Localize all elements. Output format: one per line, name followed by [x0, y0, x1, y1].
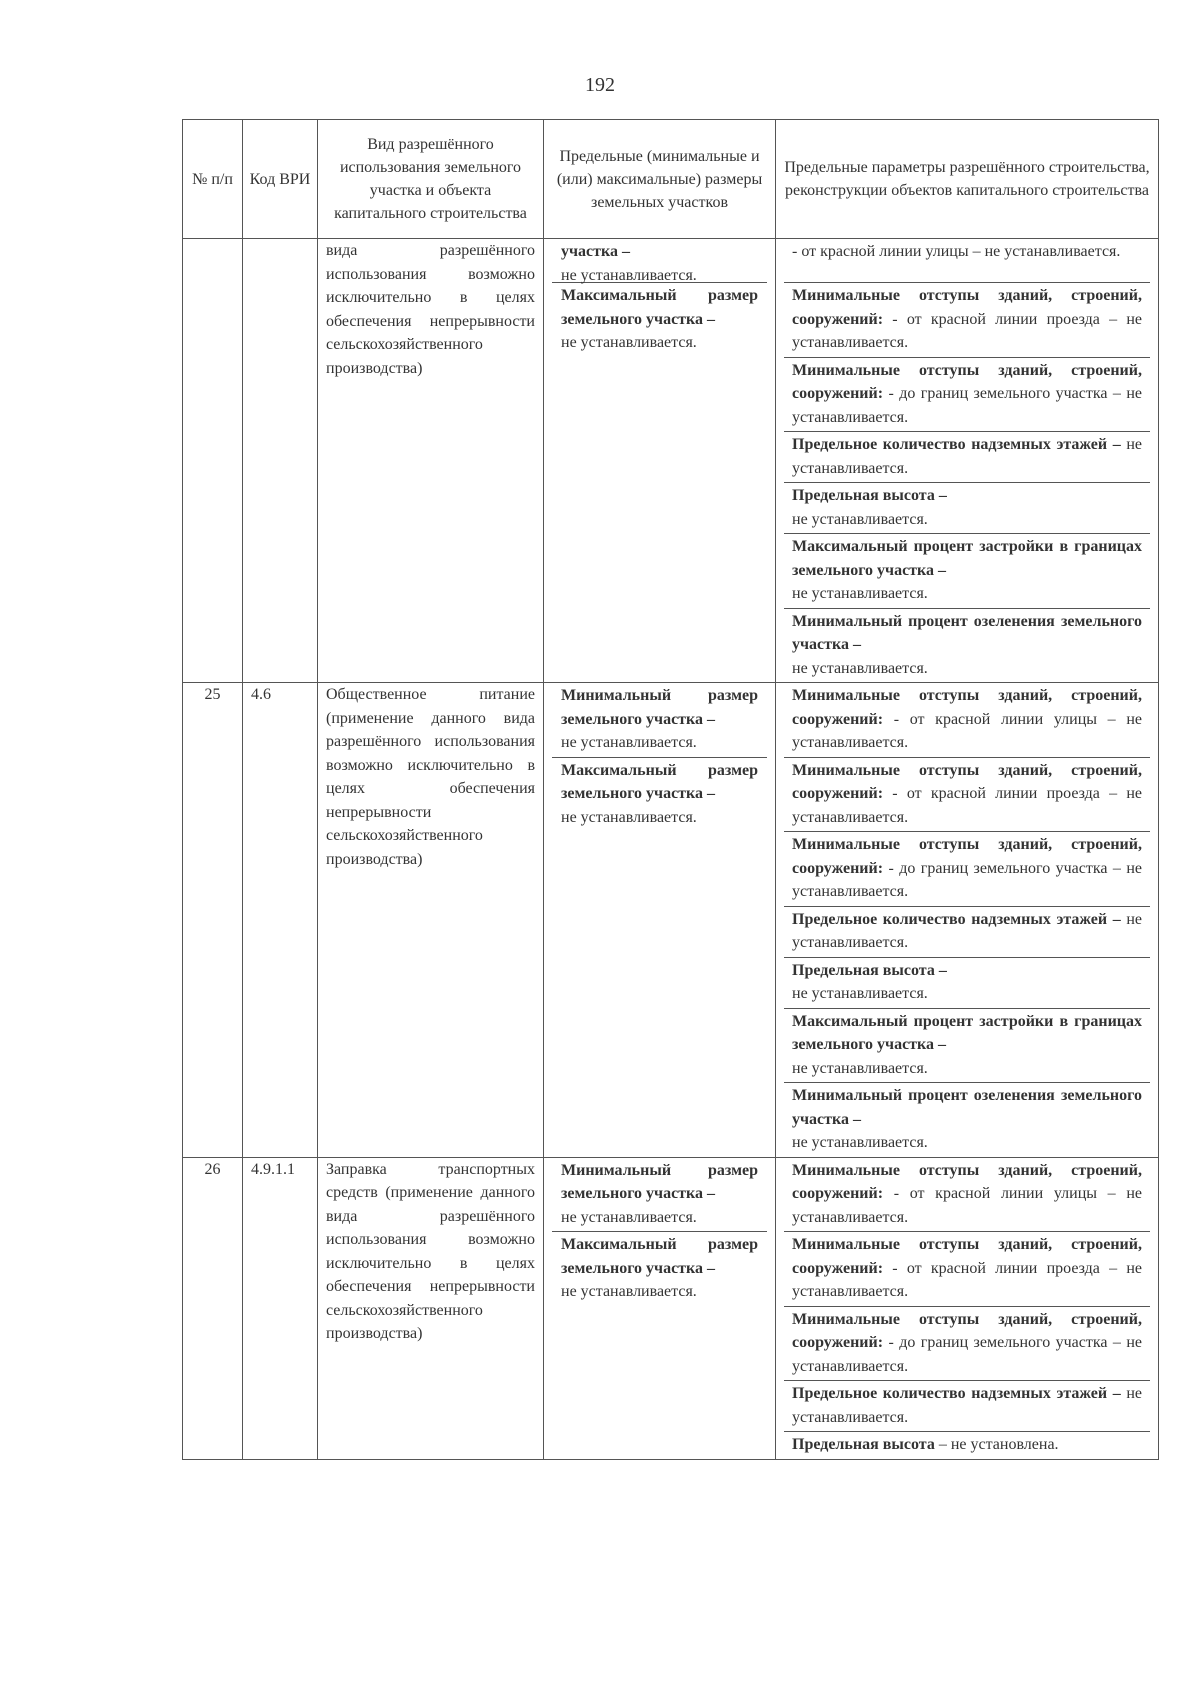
param-text: не устанавливается.: [792, 985, 928, 1002]
param-text: не устанавливается.: [792, 510, 928, 528]
header-size: Предельные (минимальные и (или) максимальные) размеры земельных участков: [544, 120, 776, 239]
param-label: Максимальный процент застройки в границах земельного участка –: [792, 538, 1142, 579]
param-label: Предельное количество надземных этажей –: [792, 910, 1121, 928]
param-text: - до границ земельного участка – не устанавливается.: [792, 859, 1143, 900]
param-text: - до границ земельного участка – не устанавливается.: [792, 385, 1143, 426]
header-params: Предельные параметры разрешённого строительства, реконструкции объектов капитального строительства: [776, 120, 1159, 239]
row-size: [544, 239, 776, 683]
param-green-percent: [784, 1082, 1150, 1157]
param-red-line-street: [784, 239, 1150, 282]
param-text: - от красной линии улицы – не устанавливается.: [792, 1185, 1143, 1226]
param-label: Минимальные отступы зданий, строений, сооружений:: [792, 287, 1142, 328]
row-params: [776, 1157, 1159, 1459]
row-type-text: Общественное питание (применение данного вида разрешённого использования возможно исключительно в целях обеспечения непрерывности сельскохозяйственного производства): [326, 686, 535, 868]
row-params: [776, 683, 1159, 1158]
header-num: № п/п: [183, 120, 243, 239]
param-label: Минимальные отступы зданий, строений, сооружений:: [792, 1161, 1142, 1202]
param-build-percent: [784, 533, 1150, 608]
size-max-label: Максимальный размер земельного участка –: [561, 287, 758, 328]
row-code: 4.6: [243, 683, 318, 1158]
param-text: не устанавливается.: [792, 910, 1143, 951]
param-label: Минимальный процент озеленения земельного участка –: [792, 1087, 1142, 1128]
param-height: [784, 1431, 1150, 1459]
row-code: 4.9.1.1: [243, 1157, 318, 1459]
size-min-value: не устанавливается.: [561, 734, 697, 751]
param-label: Предельное количество надземных этажей –: [792, 436, 1121, 453]
row-type: [318, 239, 544, 683]
table-row: [183, 1157, 1159, 1459]
param-text: - от красной линии проезда – не устанавливается.: [792, 310, 1143, 351]
param-height: [784, 957, 1150, 1008]
param-text: - до границ земельного участка – не устанавливается.: [792, 1334, 1143, 1375]
row-num: [183, 239, 243, 683]
param-label: Минимальные отступы зданий, строений, сооружений:: [792, 1236, 1142, 1277]
param-text: не устанавливается.: [792, 659, 928, 677]
param-text: не устанавливается.: [792, 436, 1143, 477]
param-build-percent: [784, 1008, 1150, 1083]
param-label: Минимальные отступы зданий, строений, сооружений:: [792, 361, 1142, 402]
size-max-label: Максимальный размер земельного участка –: [561, 1236, 758, 1277]
size-max: [552, 1231, 767, 1306]
row-type: [318, 1157, 544, 1459]
size-max-label: Максимальный размер земельного участка –: [561, 761, 758, 802]
row-type-text: Заправка транспортных средств (применение данного вида разрешённого использования возможно исключительно в целях обеспечения непрерывности сельскохозяйственного производства): [326, 1160, 535, 1342]
row-params: [776, 239, 1159, 683]
size-max-value: не устанавливается.: [561, 1283, 697, 1300]
param-red-line-passage: [784, 757, 1150, 832]
param-text: - от красной линии проезда – не устанавливается.: [792, 785, 1143, 826]
size-min-value: не устанавливается.: [561, 266, 697, 284]
size-max-value: не устанавливается.: [561, 334, 697, 351]
param-text: – не установлена.: [938, 1436, 1059, 1453]
param-red-line-passage: [784, 1231, 1150, 1306]
size-min: [552, 683, 767, 757]
param-plot-border: [784, 357, 1150, 432]
row-num: 26: [183, 1157, 243, 1459]
param-red-line-passage: [784, 282, 1150, 357]
table-row: [183, 239, 1159, 683]
size-max: [552, 757, 767, 832]
param-label: Предельное количество надземных этажей –: [792, 1385, 1121, 1402]
param-text: не устанавливается.: [792, 1059, 928, 1077]
param-green-percent: [784, 608, 1150, 683]
param-label: Предельная высота –: [792, 487, 947, 504]
param-label: Минимальный процент озеленения земельного участка –: [792, 612, 1142, 653]
param-label: Предельная высота: [792, 1436, 935, 1453]
row-code: [243, 239, 318, 683]
param-label: Минимальные отступы зданий, строений, сооружений:: [792, 687, 1142, 728]
param-height: [784, 482, 1150, 533]
param-label: Минимальные отступы зданий, строений, сооружений:: [792, 836, 1142, 877]
param-text: - от красной линии улицы – не устанавливается.: [792, 710, 1143, 751]
param-floors: [784, 906, 1150, 957]
header-type: Вид разрешённого использования земельного участка и объекта капитального строительства: [318, 120, 544, 239]
regulations-table: [182, 119, 1159, 1460]
size-min: [552, 1158, 767, 1232]
param-label: Предельная высота –: [792, 961, 947, 979]
param-text: - от красной линии проезда – не устанавливается.: [792, 1259, 1143, 1300]
size-min-label: Минимальный размер земельного участка –: [561, 687, 758, 728]
size-min: [552, 239, 767, 282]
param-label: Минимальные отступы зданий, строений, сооружений:: [792, 761, 1142, 802]
param-plot-border: [784, 831, 1150, 906]
size-min-label: участка –: [561, 243, 630, 260]
size-min-value: не устанавливается.: [561, 1208, 697, 1226]
param-red-line-street: [784, 1158, 1150, 1232]
row-size: [544, 1157, 776, 1459]
param-red-line-street: [784, 683, 1150, 757]
param-text: - от красной линии улицы – не устанавливается.: [792, 243, 1121, 260]
table-header-row: [183, 120, 1159, 239]
param-floors: [784, 431, 1150, 482]
row-type: [318, 683, 544, 1158]
param-text: не устанавливается.: [792, 585, 928, 602]
param-floors: [784, 1380, 1150, 1431]
param-text: не устанавливается.: [792, 1385, 1143, 1426]
param-label: Максимальный процент застройки в границах земельного участка –: [792, 1012, 1142, 1053]
page-number: 192: [585, 74, 615, 96]
size-max: [552, 282, 767, 357]
param-label: Минимальные отступы зданий, строений, сооружений:: [792, 1310, 1142, 1351]
row-num: 25: [183, 683, 243, 1158]
param-text: не устанавливается.: [792, 1134, 928, 1151]
size-max-value: не устанавливается.: [561, 808, 697, 826]
table-row: [183, 683, 1159, 1158]
row-type-text: вида разрешённого использования возможно исключительно в целях обеспечения непрерывности сельскохозяйственного производства): [326, 242, 535, 377]
row-size: [544, 683, 776, 1158]
header-code: Код ВРИ: [243, 120, 318, 239]
param-plot-border: [784, 1306, 1150, 1381]
size-min-label: Минимальный размер земельного участка –: [561, 1161, 758, 1202]
